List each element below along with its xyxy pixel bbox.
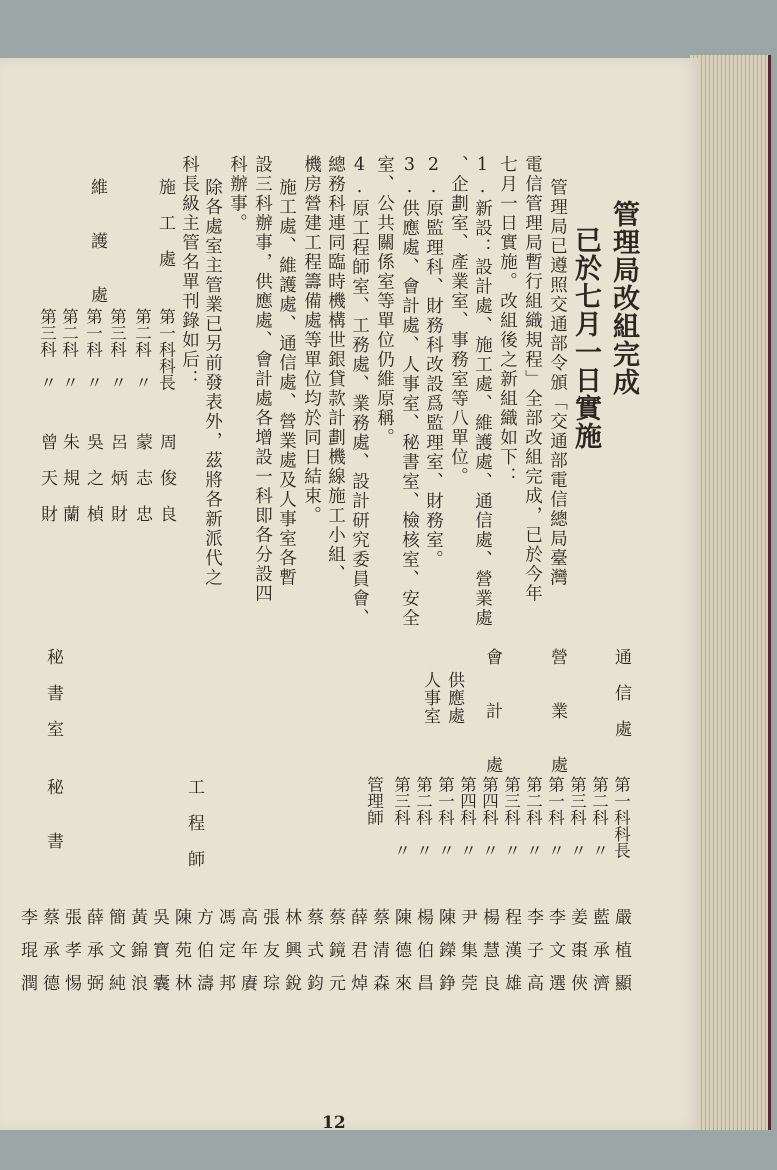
section-title-3: 第三科 〃 bbox=[107, 308, 127, 391]
title-line-2: 已於七月一日實施 bbox=[570, 226, 601, 450]
staff-name-16: 林興銳 bbox=[281, 908, 301, 1007]
section-title-2: 第二科 〃 bbox=[132, 308, 152, 391]
section-title-1: 第一科科長 bbox=[156, 308, 176, 391]
staff-name-11: 陳德來 bbox=[391, 908, 411, 1007]
dept-communications: 通 信 處 bbox=[611, 648, 631, 738]
person-name-1: 周 俊 良 bbox=[156, 433, 176, 523]
staff-name-10: 楊伯昌 bbox=[413, 908, 433, 1007]
section-title-4: 第一科 〃 bbox=[83, 308, 103, 391]
title-line-1: 管理局改組完成 bbox=[608, 200, 639, 396]
staff-name-7: 楊慧良 bbox=[479, 908, 499, 1007]
dept-business: 營 業 處 bbox=[547, 648, 567, 774]
staff-name-14: 蔡鏡元 bbox=[325, 908, 345, 1007]
body-line-16: 科長級主管名單刊錄如后： bbox=[179, 155, 200, 389]
body-line-9: 4.原工程師室、工務處、業務處、設計研究委員會、 bbox=[349, 155, 370, 628]
book-page-edges bbox=[690, 55, 771, 1130]
person-name-4: 吳 之 楨 bbox=[83, 433, 103, 523]
dept-maintenance: 維 護 處 bbox=[87, 178, 107, 304]
role-secretary: 秘 書 bbox=[43, 778, 63, 850]
staff-name-3: 姜棗俠 bbox=[567, 908, 587, 1007]
dept-construction: 施 工 處 bbox=[155, 178, 175, 268]
staff-name-23: 黃錦浪 bbox=[127, 908, 147, 1007]
staff-name-25: 薛承弼 bbox=[83, 908, 103, 1007]
staff-name-8: 尹集莞 bbox=[457, 908, 477, 1007]
lower-section-1: 第一科科長 bbox=[611, 776, 631, 859]
body-line-8: 室、公共關係室等單位仍維原稱。 bbox=[374, 155, 395, 448]
staff-name-18: 高年賡 bbox=[237, 908, 257, 1007]
dept-secretariat: 秘 書 室 bbox=[43, 648, 63, 738]
document-page bbox=[0, 58, 700, 1133]
staff-name-6: 程漢雄 bbox=[501, 908, 521, 1007]
body-line-7: 3.供應處、會計處、人事室、秘書室、檢核室、安全 bbox=[399, 155, 420, 628]
lower-section-6: 第三科 〃 bbox=[501, 776, 521, 859]
body-line-3: 七月一日實施。改組後之新組織如下： bbox=[497, 155, 518, 487]
body-line-4: 1.新設：設計處、施工處、維護處、通信處、營業處 bbox=[472, 155, 493, 628]
staff-name-12: 蔡清森 bbox=[369, 908, 389, 1007]
staff-name-15: 蔡式鈞 bbox=[303, 908, 323, 1007]
lower-section-12: 管理師 bbox=[364, 776, 384, 826]
lower-section-9: 第一科 〃 bbox=[435, 776, 455, 859]
staff-name-9: 陳鑅錚 bbox=[435, 908, 455, 1007]
staff-name-21: 陳苑林 bbox=[171, 908, 191, 1007]
body-line-2: 電信管理局暫行組織規程」全部改組完成，已於今年 bbox=[522, 155, 543, 604]
person-name-6: 曾 天 財 bbox=[37, 433, 57, 523]
staff-name-5: 李子高 bbox=[523, 908, 543, 1007]
lower-section-2: 第二科 〃 bbox=[589, 776, 609, 859]
body-line-1: 管理局已遵照交通部令頒「交通部電信總局臺灣 bbox=[547, 178, 568, 588]
section-title-5: 第二科 〃 bbox=[59, 308, 79, 391]
body-line-6: 2.原監理科、財務科改設爲監理室、財務室。 bbox=[423, 155, 444, 570]
staff-name-2: 藍承濟 bbox=[589, 908, 609, 1007]
dept-supply: 供應處 bbox=[444, 671, 464, 725]
lower-section-4: 第一科 〃 bbox=[545, 776, 565, 859]
staff-name-13: 薛君焯 bbox=[347, 908, 367, 1007]
body-line-14: 科辦事。 bbox=[227, 155, 248, 233]
body-line-12: 施工處、維護處、通信處、營業處及人事室各暫 bbox=[276, 178, 297, 588]
staff-name-19: 馮定邦 bbox=[215, 908, 235, 1007]
staff-name-26: 張孝惕 bbox=[61, 908, 81, 1007]
staff-name-17: 張友琮 bbox=[259, 908, 279, 1007]
staff-name-20: 方伯濤 bbox=[193, 908, 213, 1007]
lower-section-7: 第四科 〃 bbox=[479, 776, 499, 859]
lower-section-5: 第二科 〃 bbox=[523, 776, 543, 859]
lower-section-10: 第二科 〃 bbox=[413, 776, 433, 859]
body-line-15: 除各處室主管業已另前發表外，茲將各新派代之 bbox=[202, 178, 223, 588]
lower-section-3: 第三科 〃 bbox=[567, 776, 587, 859]
person-name-3: 呂 炳 財 bbox=[107, 433, 127, 523]
staff-name-24: 簡文純 bbox=[105, 908, 125, 1007]
dept-personnel: 人事室 bbox=[420, 671, 440, 725]
staff-name-4: 李文選 bbox=[545, 908, 565, 1007]
staff-name-28: 李琨潤 bbox=[17, 908, 37, 1007]
body-line-13: 設三科辦事，供應處、會計處各增設一科即各分設四 bbox=[252, 155, 273, 604]
body-line-11: 機房營建工程籌備處等單位均於同日結束。 bbox=[301, 155, 322, 526]
dept-accounting: 會 計 處 bbox=[482, 648, 502, 774]
lower-section-11: 第三科 〃 bbox=[391, 776, 411, 859]
person-name-5: 朱 規 蘭 bbox=[59, 433, 79, 523]
body-line-5: 、企劃室、產業室、事務室等八單位。 bbox=[448, 155, 469, 487]
person-name-2: 蒙 志 忠 bbox=[132, 433, 152, 523]
staff-name-1: 嚴植顯 bbox=[611, 908, 631, 1007]
staff-name-27: 蔡承德 bbox=[39, 908, 59, 1007]
role-engineer: 工 程 師 bbox=[184, 778, 204, 868]
body-line-10: 總務科連同臨時機構世銀貸款計劃機線施工小組、 bbox=[325, 155, 346, 584]
page-number: 12 bbox=[322, 1113, 346, 1133]
lower-section-8: 第四科 〃 bbox=[457, 776, 477, 859]
staff-name-22: 吳寶囊 bbox=[149, 908, 169, 1007]
section-title-6: 第三科 〃 bbox=[37, 308, 57, 391]
